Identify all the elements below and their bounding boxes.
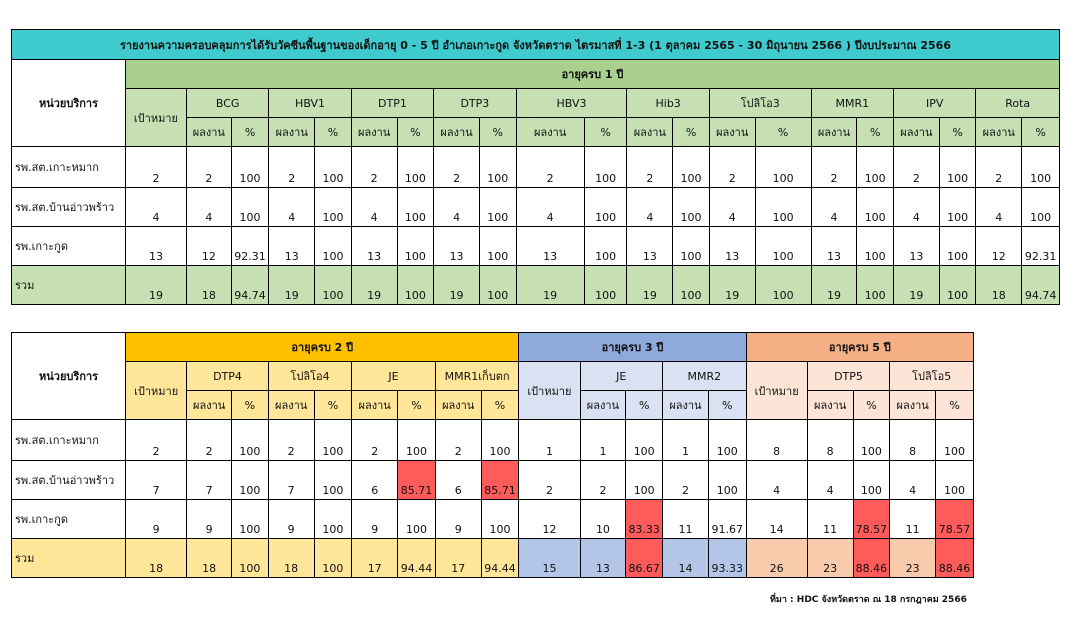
pct-cell: 100 [853,461,890,500]
work-header: ผลงาน [352,391,398,420]
target-cell: 18 [126,539,187,578]
target-header: เป้าหมาย [519,362,580,420]
vaccine-header: IPV [894,89,976,118]
work-cell: 13 [269,227,315,266]
pct-cell: 100 [584,227,627,266]
vaccine-header: HBV1 [269,89,351,118]
row-label: รพ.สต.เกาะหมาก [12,147,126,188]
pct-cell: 100 [315,188,352,227]
pct-header: % [939,118,976,147]
vaccine-coverage-table-age1 [11,29,1060,305]
pct-cell: 100 [398,420,436,461]
vaccine-header: Rota [976,89,1060,118]
vaccine-coverage-table-age2-3-5 [11,332,974,578]
work-cell: 23 [890,539,936,578]
pct-header: % [232,391,269,420]
work-header: ผลงาน [435,391,481,420]
target-cell: 12 [519,500,580,539]
pct-cell: 94.44 [481,539,519,578]
work-cell: 18 [268,539,314,578]
unit-header-2: หน่วยบริการ [12,333,126,420]
pct-header: % [231,118,269,147]
pct-cell: 100 [314,461,352,500]
pct-header: % [755,118,811,147]
pct-cell: 100 [232,539,269,578]
work-cell: 2 [811,147,857,188]
vaccine-header: BCG [186,89,268,118]
row-label: รพ.สต.บ้านอ่าวพร้าว [12,188,126,227]
pct-cell: 100 [314,420,352,461]
work-cell: 4 [890,461,936,500]
pct-cell: 100 [626,461,663,500]
pct-cell-below-target: 78.57 [853,500,890,539]
table-row [12,227,1060,266]
work-cell: 4 [516,188,584,227]
work-cell: 4 [811,188,857,227]
vaccine-header: โปลิโอ5 [890,362,974,391]
work-header: ผลงาน [434,118,480,147]
pct-cell: 100 [673,188,710,227]
work-header: ผลงาน [976,118,1022,147]
work-cell: 19 [709,266,755,305]
pct-cell: 100 [397,147,434,188]
pct-cell: 100 [315,227,352,266]
pct-cell: 100 [673,266,710,305]
work-cell: 9 [268,500,314,539]
pct-cell: 100 [584,147,627,188]
vaccine-header: โปลิโอ3 [709,89,811,118]
work-header: ผลงาน [516,118,584,147]
row-label: รพ.เกาะกูด [12,227,126,266]
work-cell: 4 [351,188,397,227]
work-cell: 9 [435,500,481,539]
work-cell: 9 [187,500,232,539]
pct-cell: 100 [1022,147,1060,188]
pct-cell: 100 [1022,188,1060,227]
work-header: ผลงาน [187,391,232,420]
work-cell: 18 [187,539,232,578]
target-cell: 26 [746,539,807,578]
pct-cell: 100 [315,147,352,188]
pct-header: % [1022,118,1060,147]
pct-cell: 100 [481,500,519,539]
pct-cell: 100 [481,420,519,461]
work-cell: 14 [663,539,709,578]
vaccine-header: MMR1เก็บตก [435,362,519,391]
pct-cell: 100 [232,500,269,539]
work-header: ผลงาน [269,118,315,147]
vaccine-header: DTP3 [434,89,516,118]
pct-cell: 100 [479,188,516,227]
pct-cell: 100 [755,147,811,188]
target-header: เป้าหมาย [126,362,187,420]
pct-header: % [314,391,352,420]
target-cell: 8 [746,420,807,461]
pct-cell-below-target: 86.67 [626,539,663,578]
pct-cell: 91.67 [708,500,746,539]
pct-header: % [708,391,746,420]
vaccine-header: JE [580,362,663,391]
pct-cell: 100 [315,266,352,305]
work-cell: 2 [186,147,231,188]
work-cell: 2 [516,147,584,188]
work-cell: 19 [351,266,397,305]
pct-cell-below-target: 78.57 [936,500,974,539]
pct-cell: 100 [479,227,516,266]
pct-header: % [936,391,974,420]
pct-cell-below-target: 85.71 [398,461,436,500]
work-cell: 9 [352,500,398,539]
work-cell: 2 [434,147,480,188]
pct-cell: 100 [584,188,627,227]
target-cell: 7 [126,461,187,500]
work-cell: 2 [976,147,1022,188]
pct-header: % [584,118,627,147]
pct-cell: 100 [857,227,894,266]
work-cell: 2 [894,147,940,188]
pct-cell: 93.33 [708,539,746,578]
unit-header: หน่วยบริการ [12,60,126,147]
pct-cell: 100 [939,147,976,188]
work-cell: 2 [663,461,709,500]
work-cell: 4 [269,188,315,227]
pct-cell: 94.44 [398,539,436,578]
pct-cell: 100 [673,147,710,188]
pct-cell: 100 [857,147,894,188]
work-cell: 19 [811,266,857,305]
table-row [12,539,974,578]
pct-cell-below-target: 83.33 [626,500,663,539]
pct-cell: 100 [708,420,746,461]
work-cell: 2 [187,420,232,461]
work-cell: 19 [516,266,584,305]
vaccine-header: DTP5 [807,362,890,391]
work-cell: 4 [709,188,755,227]
work-cell: 7 [187,461,232,500]
work-cell: 7 [268,461,314,500]
work-cell: 2 [709,147,755,188]
target-cell: 14 [746,500,807,539]
pct-cell: 100 [857,266,894,305]
age-group-header: อายุครบ 2 ปี [126,333,519,362]
age-group-header: อายุครบ 1 ปี [125,60,1059,89]
target-cell: 1 [519,420,580,461]
vaccine-header: Hib3 [627,89,709,118]
pct-header: % [398,391,436,420]
work-cell: 19 [434,266,480,305]
pct-cell: 100 [708,461,746,500]
pct-cell: 100 [626,420,663,461]
vaccine-header: DTP1 [351,89,433,118]
pct-cell: 100 [939,227,976,266]
work-cell: 19 [894,266,940,305]
pct-cell: 100 [939,266,976,305]
target-cell: 4 [125,188,186,227]
pct-cell: 100 [673,227,710,266]
target-cell: 2 [125,147,186,188]
pct-cell: 100 [755,266,811,305]
work-header: ผลงาน [351,118,397,147]
target-cell: 2 [126,420,187,461]
work-cell: 13 [580,539,626,578]
work-cell: 4 [627,188,673,227]
work-cell: 12 [186,227,231,266]
work-header: ผลงาน [811,118,857,147]
pct-cell: 100 [936,420,974,461]
pct-cell: 100 [397,227,434,266]
work-cell: 6 [352,461,398,500]
pct-cell: 100 [479,147,516,188]
work-cell: 13 [709,227,755,266]
work-header: ผลงาน [663,391,709,420]
work-cell: 1 [580,420,626,461]
work-cell: 8 [807,420,853,461]
work-cell: 13 [811,227,857,266]
work-header: ผลงาน [709,118,755,147]
work-cell: 4 [186,188,231,227]
table-row [12,461,974,500]
target-cell: 2 [519,461,580,500]
pct-cell: 94.74 [1022,266,1060,305]
vaccine-header: HBV3 [516,89,627,118]
pct-cell: 100 [479,266,516,305]
target-cell: 19 [125,266,186,305]
work-cell: 6 [435,461,481,500]
work-header: ผลงาน [807,391,853,420]
pct-cell: 100 [397,188,434,227]
vaccine-header: MMR2 [663,362,747,391]
pct-cell: 100 [232,461,269,500]
work-cell: 17 [352,539,398,578]
work-cell: 19 [627,266,673,305]
work-cell: 11 [663,500,709,539]
vaccine-header: MMR1 [811,89,893,118]
pct-header: % [315,118,352,147]
target-cell: 13 [125,227,186,266]
pct-cell: 100 [314,500,352,539]
target-header: เป้าหมาย [746,362,807,420]
pct-cell: 92.31 [231,227,269,266]
pct-header: % [481,391,519,420]
work-cell: 18 [186,266,231,305]
row-label: รวม [12,539,126,578]
report-title: รายงานความครอบคลุมการได้รับวัคซีนพื้นฐานของเด็กอายุ 0 - 5 ปี อำเภอเกาะกูด จังหวัดตราด ไตรมาสที่ 1-3 (1 ตุลาคม 2565 - 30 มิถุนายน 2566 ) ปีงบประมาณ 2566 [12,30,1060,60]
work-cell: 18 [976,266,1022,305]
work-header: ผลงาน [580,391,626,420]
pct-header: % [673,118,710,147]
work-cell: 4 [976,188,1022,227]
table-row [12,147,1060,188]
work-cell: 11 [890,500,936,539]
pct-cell: 100 [936,461,974,500]
target-cell: 9 [126,500,187,539]
pct-cell: 100 [232,420,269,461]
work-cell: 2 [580,461,626,500]
work-header: ผลงาน [268,391,314,420]
pct-cell: 100 [398,500,436,539]
pct-cell: 92.31 [1022,227,1060,266]
row-label: รวม [12,266,126,305]
vaccine-header: โปลิโอ4 [268,362,352,391]
work-header: ผลงาน [894,118,940,147]
pct-cell: 100 [755,227,811,266]
vaccine-header: DTP4 [187,362,269,391]
pct-cell-below-target: 88.46 [853,539,890,578]
pct-cell-below-target: 85.71 [481,461,519,500]
pct-header: % [479,118,516,147]
vaccine-header: JE [352,362,436,391]
pct-cell: 100 [314,539,352,578]
work-cell: 13 [894,227,940,266]
table-row [12,188,1060,227]
pct-header: % [857,118,894,147]
work-cell: 4 [894,188,940,227]
pct-cell: 100 [231,188,269,227]
target-cell: 4 [746,461,807,500]
table-row [12,420,974,461]
work-cell: 13 [627,227,673,266]
work-header: ผลงาน [627,118,673,147]
age-group-header: อายุครบ 5 ปี [746,333,973,362]
work-cell: 1 [663,420,709,461]
pct-cell: 94.74 [231,266,269,305]
pct-cell: 100 [857,188,894,227]
work-cell: 10 [580,500,626,539]
work-cell: 2 [351,147,397,188]
work-cell: 13 [434,227,480,266]
target-cell: 15 [519,539,580,578]
pct-cell: 100 [231,147,269,188]
work-cell: 4 [434,188,480,227]
work-cell: 2 [268,420,314,461]
source-note: ที่มา : HDC จังหวัดตราด ณ 18 กรกฎาคม 2566 [770,595,967,605]
pct-header: % [397,118,434,147]
work-cell: 19 [269,266,315,305]
pct-cell: 100 [584,266,627,305]
table-row [12,266,1060,305]
row-label: รพ.สต.เกาะหมาก [12,420,126,461]
pct-header: % [853,391,890,420]
work-cell: 2 [435,420,481,461]
pct-cell: 100 [853,420,890,461]
row-label: รพ.เกาะกูด [12,500,126,539]
work-cell: 13 [516,227,584,266]
work-cell: 8 [890,420,936,461]
work-cell: 2 [627,147,673,188]
row-label: รพ.สต.บ้านอ่าวพร้าว [12,461,126,500]
work-header: ผลงาน [890,391,936,420]
target-header: เป้าหมาย [125,89,186,147]
work-cell: 13 [351,227,397,266]
table-row [12,500,974,539]
work-cell: 12 [976,227,1022,266]
age-group-header: อายุครบ 3 ปี [519,333,746,362]
work-cell: 23 [807,539,853,578]
work-cell: 4 [807,461,853,500]
pct-header: % [626,391,663,420]
pct-cell: 100 [755,188,811,227]
work-cell: 2 [352,420,398,461]
work-header: ผลงาน [186,118,231,147]
work-cell: 17 [435,539,481,578]
work-cell: 11 [807,500,853,539]
work-cell: 2 [269,147,315,188]
pct-cell-below-target: 88.46 [936,539,974,578]
pct-cell: 100 [397,266,434,305]
pct-cell: 100 [939,188,976,227]
